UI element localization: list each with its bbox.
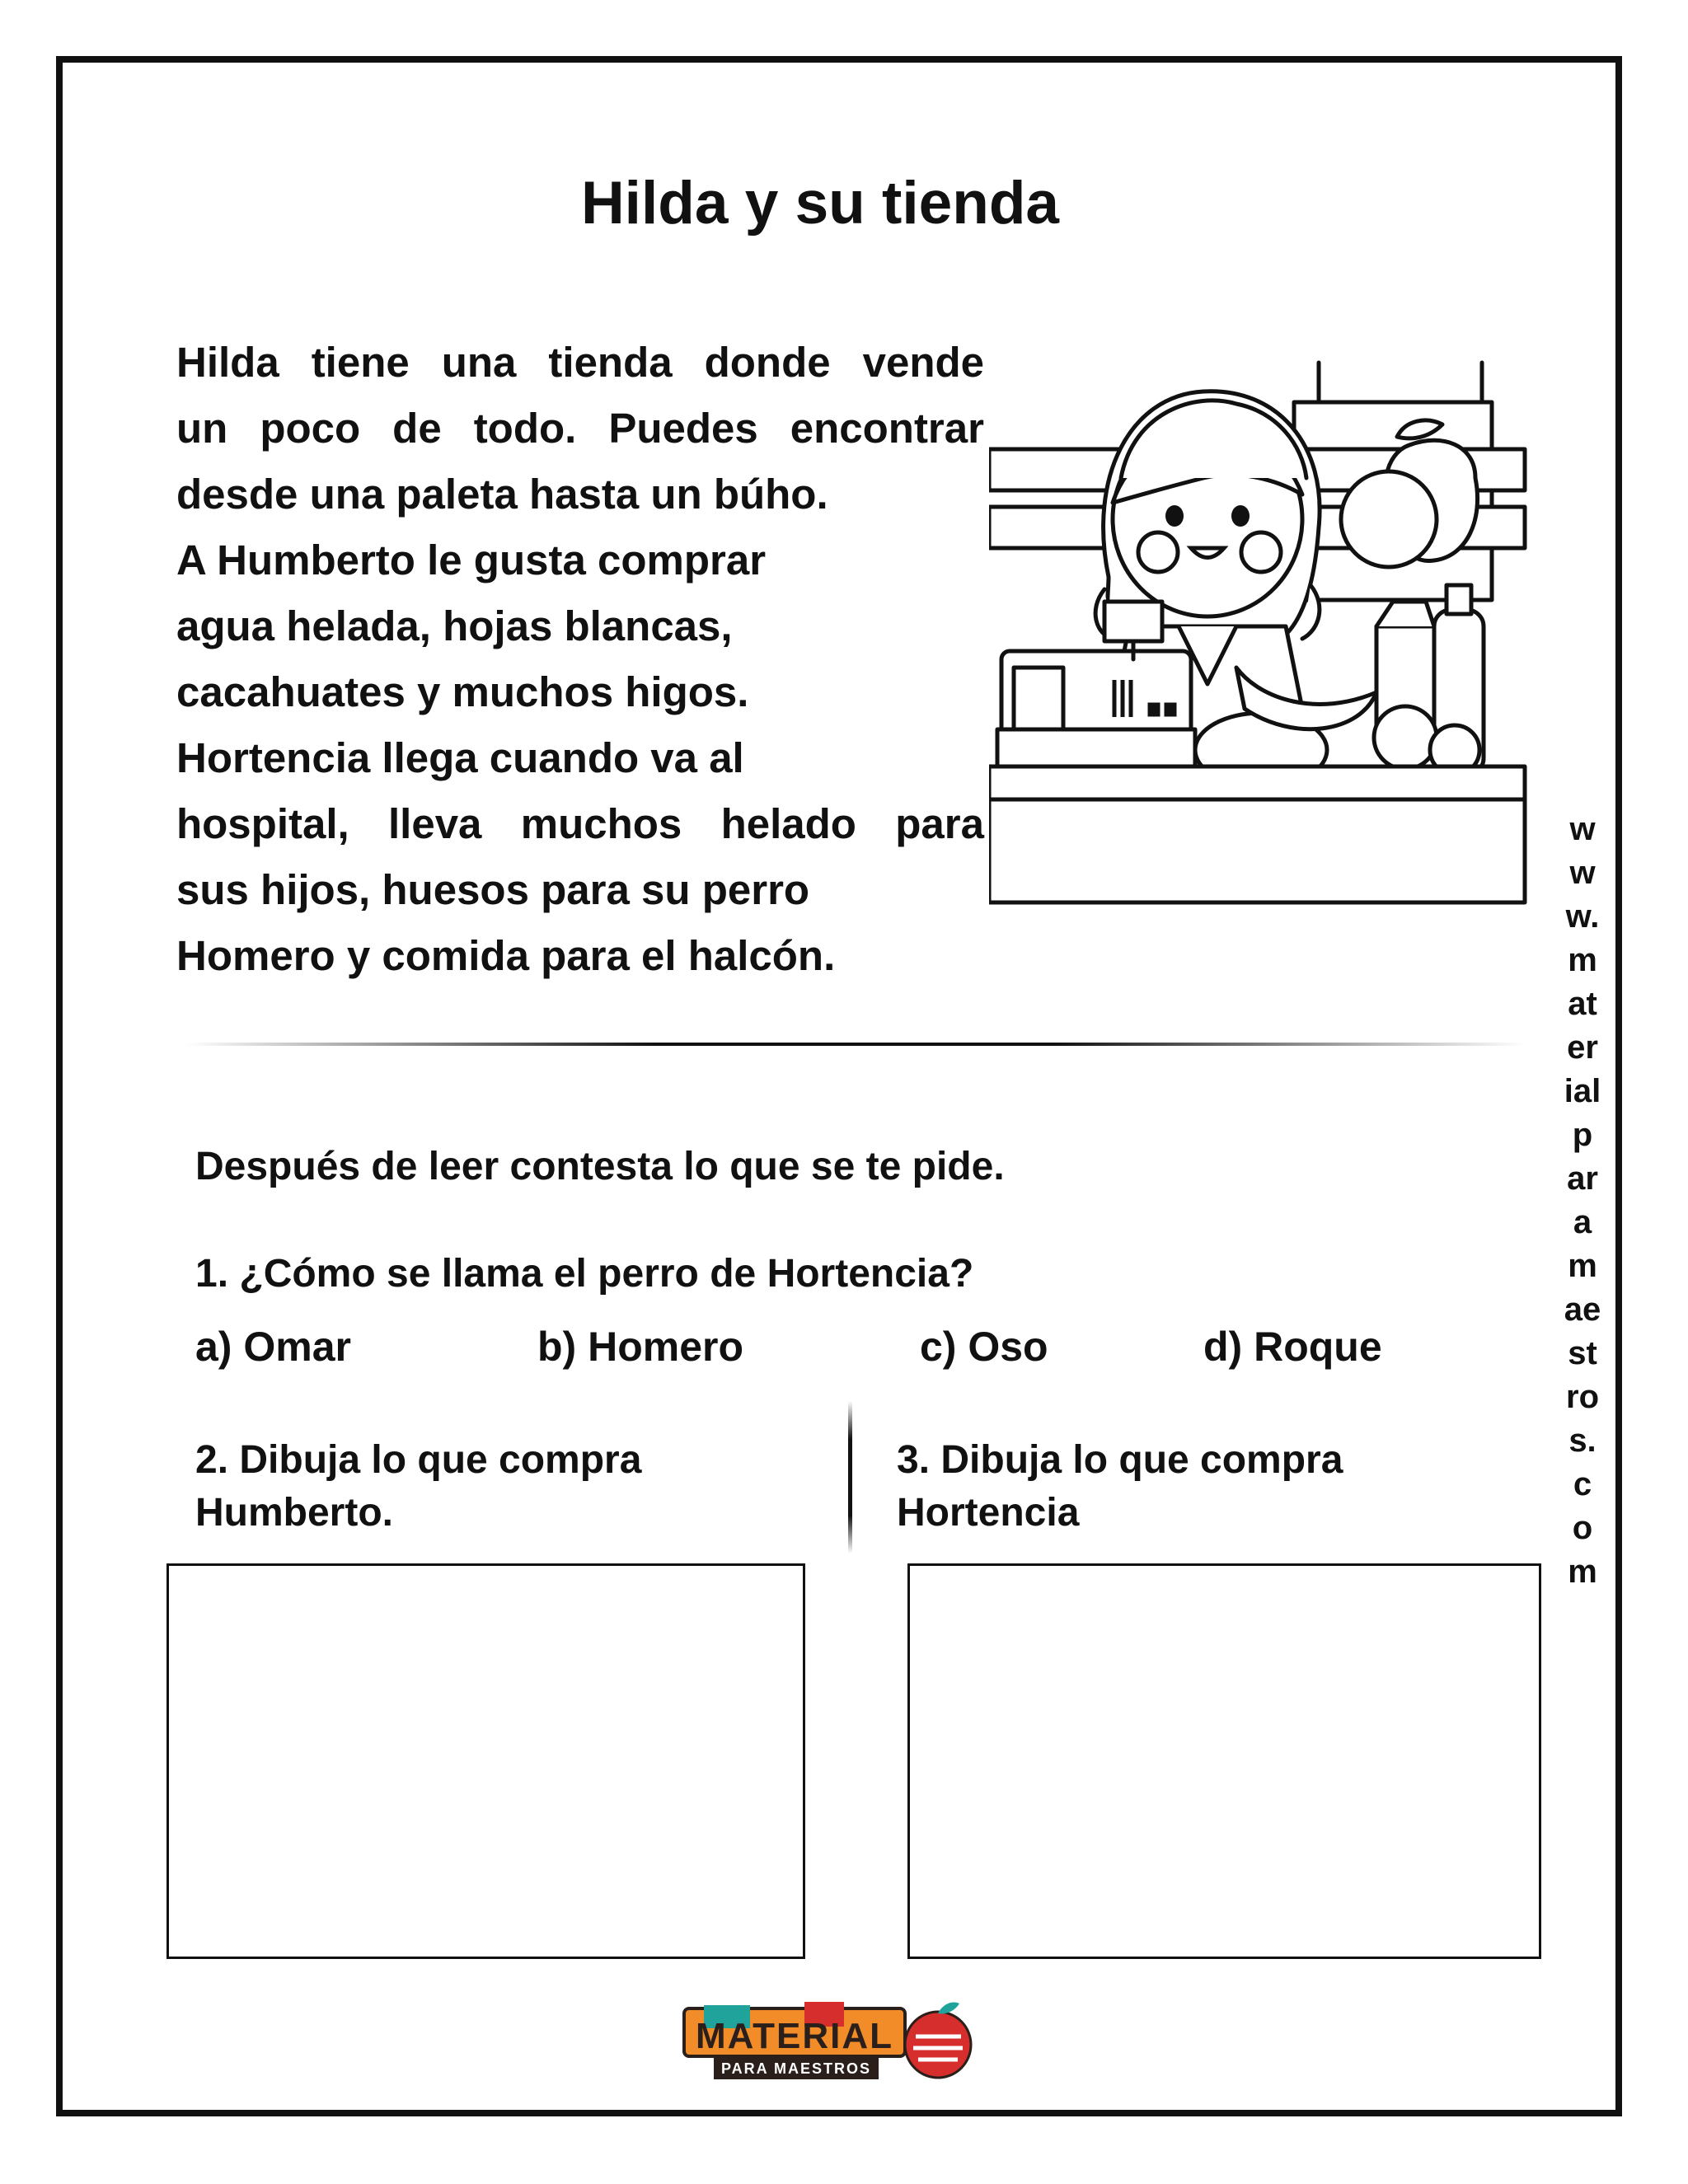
question-2-line: 2. Dibuja lo que compra (195, 1438, 642, 1482)
website-url-vertical (1554, 808, 1611, 1594)
question-3 (897, 1434, 1474, 1540)
story-line: cacahuates y muchos higos. (176, 668, 749, 715)
worksheet-title: Hilda y su tienda (580, 170, 1060, 237)
story-line: hospital, lleva muchos helado para (176, 800, 984, 847)
shopkeeper-at-counter-icon (989, 354, 1541, 915)
svg-text:MATERIAL: MATERIAL (695, 2016, 894, 2056)
story-line: sus hijos, huesos para su perro (176, 866, 810, 913)
column-divider (848, 1401, 852, 1554)
section-divider (185, 1043, 1525, 1046)
material-para-maestros-logo (681, 1997, 986, 2083)
story-line: A Humberto le gusta comprar (176, 537, 767, 583)
url-char: m (1568, 942, 1597, 978)
answer-option-d[interactable]: d) Roque (1203, 1324, 1382, 1370)
url-char: c (1573, 1466, 1592, 1502)
url-char: s. (1568, 1422, 1597, 1459)
story-line: desde una paleta hasta un búho. (176, 471, 828, 518)
question-3-line: Hortencia (897, 1491, 1080, 1535)
story-line: un poco de todo. Puedes encontrar (176, 405, 984, 452)
url-char: w (1569, 811, 1596, 847)
url-char: a (1573, 1204, 1592, 1240)
reading-passage (176, 330, 984, 989)
url-char: st (1568, 1335, 1597, 1371)
url-char: at (1568, 986, 1597, 1022)
question-2 (195, 1434, 772, 1540)
story-line: agua helada, hojas blancas, (176, 602, 733, 649)
url-char: ial (1564, 1073, 1601, 1109)
url-char: ae (1564, 1291, 1601, 1328)
url-char: p (1572, 1117, 1593, 1153)
url-char: w (1569, 855, 1596, 891)
question-2-line: Humberto. (195, 1491, 393, 1535)
url-char: w. (1565, 898, 1600, 935)
url-char: m (1568, 1554, 1597, 1590)
svg-text:PARA MAESTROS: PARA MAESTROS (720, 2060, 872, 2077)
instructions: Después de leer contesta lo que se te pide. (195, 1145, 1005, 1188)
url-char: ar (1567, 1160, 1598, 1197)
url-char: o (1572, 1510, 1593, 1546)
answer-option-a[interactable]: a) Omar (195, 1324, 351, 1370)
story-line: Hilda tiene una tienda donde vende (176, 339, 984, 386)
story-line: Hortencia llega cuando va al (176, 734, 744, 781)
url-char: er (1567, 1029, 1598, 1066)
question-1: 1. ¿Cómo se llama el perro de Hortencia? (195, 1252, 974, 1296)
drawing-box-hortencia[interactable] (907, 1563, 1541, 1959)
url-char: m (1568, 1248, 1597, 1284)
story-line: Homero y comida para el halcón. (176, 932, 836, 979)
url-char: ro (1566, 1379, 1599, 1415)
question-3-line: 3. Dibuja lo que compra (897, 1438, 1343, 1482)
answer-option-b[interactable]: b) Homero (537, 1324, 743, 1370)
answer-option-c[interactable]: c) Oso (920, 1324, 1048, 1370)
drawing-box-humberto[interactable] (166, 1563, 805, 1959)
